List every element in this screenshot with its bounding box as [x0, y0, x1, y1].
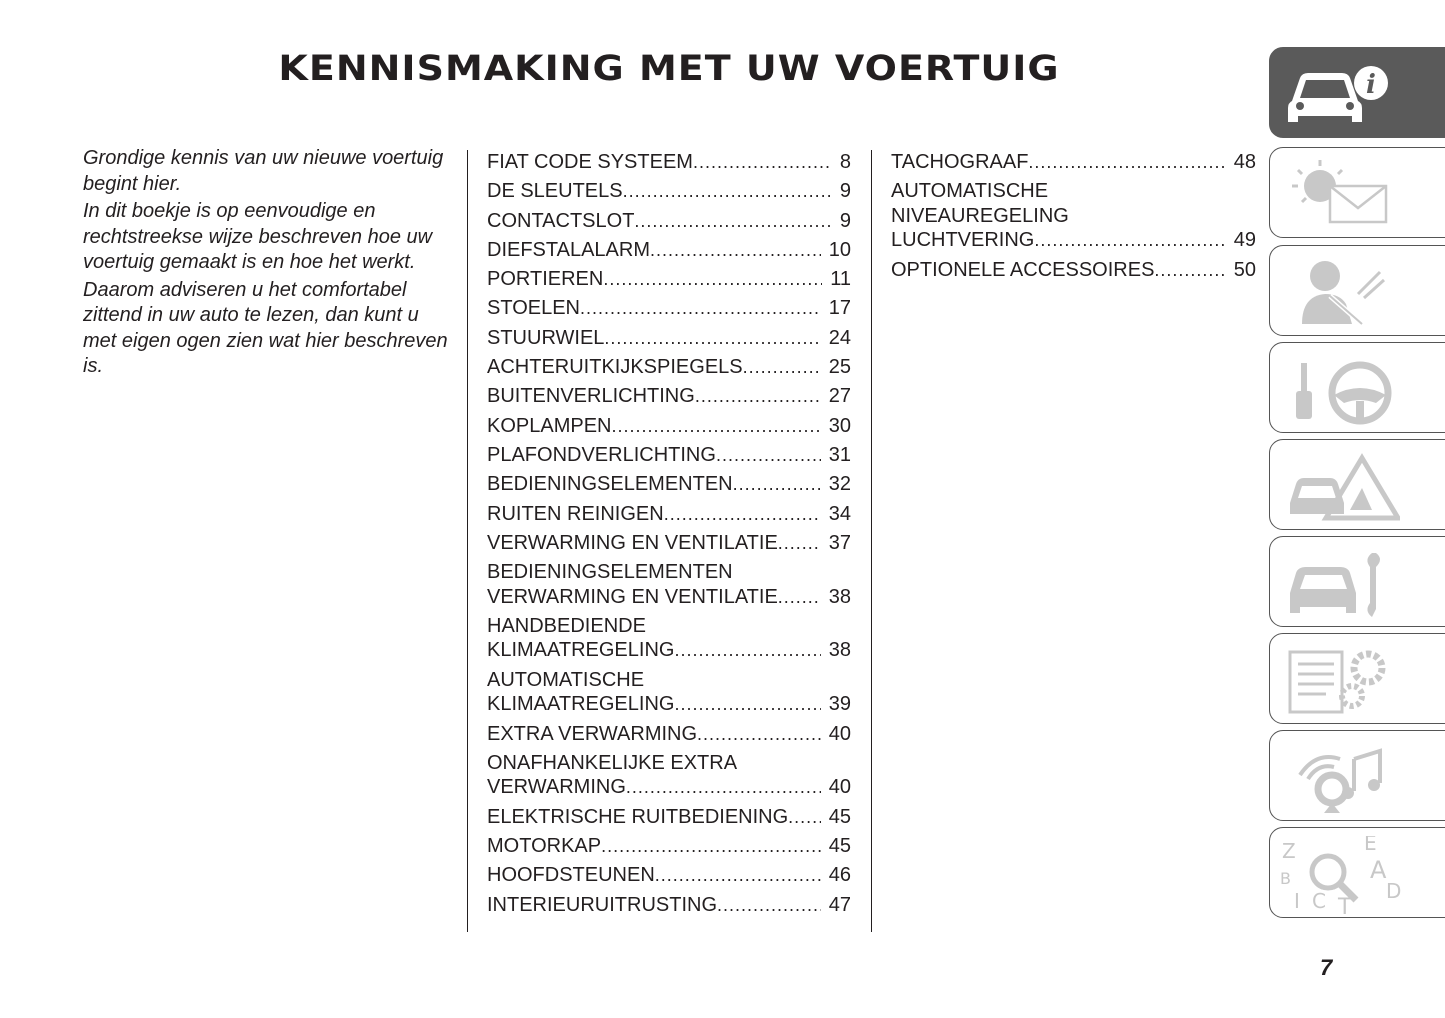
toc-entry-label: MOTORKAP [487, 834, 602, 857]
emergency-icon [1280, 448, 1400, 523]
index-letter: A [1370, 856, 1387, 884]
index-letter: E [1364, 836, 1377, 855]
toc-entry-label: OPTIONELE ACCESSOIRES [891, 258, 1155, 281]
toc-entry-label: STUURWIEL [487, 326, 605, 349]
toc-leader-dots [626, 775, 821, 800]
toc-entry[interactable] [487, 531, 851, 556]
tab-car-info[interactable] [1269, 47, 1445, 138]
toc-entry-page: 9 [839, 209, 851, 232]
index-letter: Z [1282, 839, 1296, 863]
index-letter: I [1294, 889, 1300, 913]
toc-entry[interactable] [487, 355, 851, 380]
toc-entry-label: VERWARMING EN VENTILATIE [487, 531, 778, 554]
toc-entry-page: 37 [828, 531, 851, 554]
toc-entry-label: STOELEN [487, 297, 580, 320]
toc-leader-dots [634, 209, 831, 234]
toc-entry[interactable] [891, 258, 1256, 283]
toc-column-2 [891, 150, 1256, 287]
toc-entry-page: 50 [1233, 258, 1256, 281]
toc-entry[interactable] [487, 443, 851, 468]
tab-warning-lights[interactable] [1269, 147, 1445, 238]
toc-leader-dots [604, 326, 820, 351]
toc-leader-dots [778, 585, 821, 610]
column-divider [871, 150, 872, 932]
toc-entry-page: 31 [828, 443, 851, 466]
toc-entry-page: 45 [828, 805, 851, 828]
toc-entry-page: 38 [828, 585, 851, 608]
warning-lights-icon [1280, 156, 1400, 231]
toc-entry-page: 40 [828, 722, 851, 745]
toc-entry-label: LUCHTVERING [891, 229, 1035, 252]
toc-leader-dots [611, 414, 820, 439]
toc-entry-label: DIEFSTALALARM [487, 238, 650, 261]
intro-paragraph: Grondige kennis van uw nieuwe voertuig begint hier. [83, 147, 444, 195]
toc-entry-label: TACHOGRAAF [891, 151, 1029, 173]
toc-leader-dots [1034, 228, 1225, 253]
multimedia-icon [1280, 739, 1400, 814]
toc-entry[interactable] [487, 893, 851, 918]
index-letter: D [1386, 879, 1402, 903]
toc-entry-label: HOOFDSTEUNEN [487, 864, 655, 887]
car-maintenance-icon [1280, 545, 1400, 620]
toc-leader-dots [1028, 150, 1225, 175]
toc-entry-label: BEDIENINGSELEMENTEN [487, 473, 733, 496]
toc-entry[interactable] [487, 722, 851, 747]
toc-entry-label: ELEKTRISCHE RUITBEDIENING [487, 805, 789, 828]
toc-leader-dots [601, 834, 821, 859]
page-number: 7 [1320, 955, 1333, 980]
toc-leader-dots [717, 893, 821, 918]
toc-entry-page: 40 [828, 776, 851, 799]
toc-entry[interactable] [487, 863, 851, 888]
page-title: KENNISMAKING MET UW VOERTUIG [278, 47, 1060, 89]
toc-column-1 [487, 150, 851, 922]
toc-entry-page: 17 [828, 297, 851, 320]
tab-starting-driving[interactable] [1269, 342, 1445, 433]
toc-entry-label: VERWARMING [487, 776, 626, 799]
tab-technical-data[interactable] [1269, 633, 1445, 724]
toc-entry-label: VERWARMING EN VENTILATIE [487, 585, 778, 608]
toc-entry-label: KOPLAMPEN [487, 414, 612, 437]
toc-leader-dots [664, 502, 821, 527]
toc-entry-label: INTERIEURUITRUSTING [487, 893, 717, 916]
toc-entry[interactable] [487, 238, 851, 263]
index-search-icon [1280, 836, 1410, 916]
toc-leader-dots [733, 472, 821, 497]
car-info-icon [1280, 56, 1390, 131]
toc-entry-label: RUITEN REINIGEN [487, 502, 664, 525]
toc-entry-page: 34 [828, 502, 851, 525]
toc-entry[interactable] [487, 560, 851, 609]
intro-text [83, 146, 453, 382]
toc-leader-dots [655, 863, 821, 888]
tab-safety[interactable] [1269, 245, 1445, 336]
toc-entry-label: KLIMAATREGELING [487, 639, 675, 662]
toc-leader-dots [716, 443, 821, 468]
toc-entry-label: ACHTERUITKIJKSPIEGELS [487, 356, 743, 379]
toc-entry-page: 30 [828, 414, 851, 437]
toc-entry-page: 45 [828, 834, 851, 857]
toc-entry-page: 9 [839, 180, 851, 203]
index-letter: T [1338, 895, 1352, 916]
tab-multimedia[interactable] [1269, 730, 1445, 821]
toc-entry[interactable] [487, 209, 851, 234]
toc-entry[interactable] [487, 267, 851, 292]
toc-entry[interactable] [487, 296, 851, 321]
index-letter: C [1312, 889, 1326, 913]
toc-entry[interactable] [487, 150, 851, 175]
index-letter: B [1280, 869, 1291, 888]
toc-entry-page: 32 [828, 473, 851, 496]
toc-leader-dots [623, 179, 832, 204]
toc-entry[interactable] [487, 614, 851, 663]
toc-entry-page: 25 [828, 356, 851, 379]
toc-entry-page: 46 [828, 864, 851, 887]
toc-entry-label: DE SLEUTELS [487, 180, 623, 203]
toc-entry-page: 48 [1233, 151, 1256, 173]
toc-entry-page: 10 [828, 238, 851, 261]
tab-emergency[interactable] [1269, 439, 1445, 530]
toc-entry-label: PORTIEREN [487, 268, 604, 291]
toc-leader-dots [674, 692, 820, 717]
toc-leader-dots [778, 531, 821, 556]
toc-entry-label-line: AUTOMATISCHE [891, 180, 1049, 203]
toc-entry-page: 11 [830, 268, 851, 291]
toc-entry[interactable] [487, 472, 851, 497]
toc-leader-dots [788, 805, 821, 830]
toc-leader-dots [693, 150, 832, 175]
toc-leader-dots [743, 355, 821, 380]
toc-entry[interactable] [487, 179, 851, 204]
toc-entry-page: 38 [828, 639, 851, 662]
toc-entry-label-line: NIVEAUREGELING [891, 204, 1069, 227]
toc-entry-label-line: ONAFHANKELIJKE EXTRA [487, 751, 738, 774]
toc-entry-label-line: HANDBEDIENDE [487, 614, 646, 637]
toc-entry-label: EXTRA VERWARMING [487, 722, 698, 745]
toc-entry-label-line: AUTOMATISCHE [487, 668, 645, 691]
toc-leader-dots [1154, 258, 1225, 283]
toc-entry[interactable] [487, 751, 851, 800]
tab-maintenance[interactable] [1269, 536, 1445, 627]
toc-leader-dots [650, 238, 821, 263]
toc-entry-page: 27 [828, 385, 851, 408]
intro-paragraph: In dit boekje is op eenvoudige en rechtstreekse wijze beschreven hoe uw voertuig gemaakt is en hoe het werkt. [83, 200, 433, 273]
key-steering-icon [1280, 351, 1400, 426]
toc-entry[interactable] [891, 150, 1256, 175]
toc-entry[interactable] [487, 805, 851, 830]
toc-entry[interactable] [487, 384, 851, 409]
intro-paragraph: Daarom adviseren u het comfortabel zittend in uw auto te lezen, dan kunt u met eigen ogen zien wat hier beschreven is. [83, 278, 448, 377]
toc-entry[interactable] [891, 179, 1256, 253]
toc-leader-dots [695, 384, 821, 409]
toc-leader-dots [580, 296, 821, 321]
tab-index[interactable] [1269, 827, 1445, 918]
toc-leader-dots [674, 638, 820, 663]
toc-entry[interactable] [487, 668, 851, 717]
toc-entry-page: 49 [1233, 229, 1256, 252]
safety-airbag-icon [1280, 254, 1400, 329]
toc-leader-dots [603, 267, 822, 292]
toc-entry-label: KLIMAATREGELING [487, 693, 675, 716]
toc-entry[interactable] [487, 326, 851, 351]
toc-entry-page: 24 [828, 326, 851, 349]
toc-entry-label: PLAFONDVERLICHTING [487, 443, 716, 466]
toc-leader-dots [697, 722, 821, 747]
toc-entry-page: 39 [828, 693, 851, 716]
toc-entry-page: 8 [839, 151, 851, 173]
info-letter: i [1366, 70, 1376, 100]
toc-entry-label: CONTACTSLOT [487, 209, 635, 232]
toc-entry[interactable] [487, 834, 851, 859]
toc-entry-label-line: BEDIENINGSELEMENTEN [487, 561, 733, 584]
technical-data-icon [1280, 642, 1400, 717]
column-divider [467, 150, 468, 932]
toc-entry-label: BUITENVERLICHTING [487, 385, 695, 408]
toc-entry-page: 47 [828, 893, 851, 916]
toc-entry-label: FIAT CODE SYSTEEM [487, 151, 693, 173]
toc-entry[interactable] [487, 502, 851, 527]
toc-entry[interactable] [487, 414, 851, 439]
